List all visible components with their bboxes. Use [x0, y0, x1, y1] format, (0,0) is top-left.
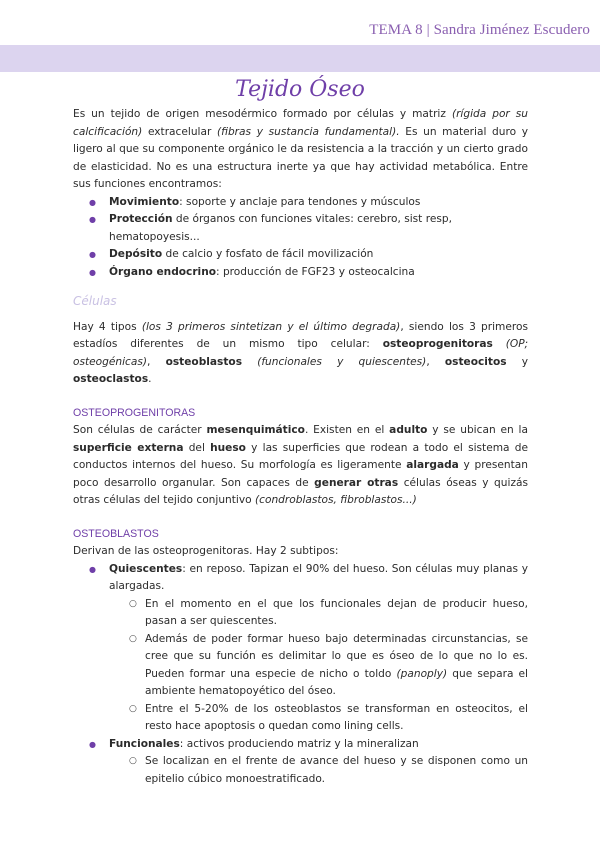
list-item: ○ Se localizan en el frente de avance del hueso y se disponen como un epitelio cúbico monoestratificado. — [73, 753, 528, 788]
header-title: TEMA 8 | Sandra Jiménez Escudero — [369, 22, 590, 38]
celulas-paragraph: Hay 4 tipos (los 3 primeros sintetizan y el último degrada), siendo los 3 primeros estadíos diferentes de un mismo tipo celular: osteoprogenitoras (OP; osteogénicas), osteoblastos (funcionales y quiescentes), osteocitos y osteoclastos. — [73, 320, 529, 385]
list-item: ● Funcionales: activos produciendo matriz y la mineralizan ○ Se localizan en el frente de avance del hueso y se disponen como un epitelio cúbico monoestratificado. — [73, 736, 528, 789]
list-item: ● Depósito de calcio y fosfato de fácil movilización — [73, 246, 528, 264]
section-heading-osteoblastos: OSTEOBLASTOS — [73, 527, 159, 540]
header-band — [0, 45, 600, 72]
list-item: ● Quiescentes: en reposo. Tapizan el 90% del hueso. Son células muy planas y alargadas. ○ En el momento en el que los funcionales dejan de producir hueso, pasan a ser quiescentes. ○ Además de poder formar hueso bajo determinadas circunstancias, se cree que su función es delimitar lo que es óseo de lo que no lo es. Pueden formar una especie de nicho o toldo (panoply) que separa el ambiente hematopoyético del óseo. ○ Entre el 5-20% de los osteoblastos se transforman en osteocitos, el resto hace apoptosis o quedan como lining cells. — [73, 561, 528, 736]
list-item: ● Órgano endocrino: producción de FGF23 y osteocalcina — [73, 264, 528, 282]
quiescentes-sublist — [109, 596, 528, 736]
document-body — [73, 106, 528, 788]
section-heading-celulas: Células — [73, 294, 117, 308]
osteoblastos-intro: Derivan de las osteoprogenitoras. Hay 2 subtipos: — [73, 545, 339, 557]
funcionales-sublist — [109, 753, 528, 788]
osteoprogenitoras-paragraph: Son células de carácter mesenquimático. Existen en el adulto y se ubican en la superficie externa del hueso y las superficies que rodean a todo el sistema de conductos internos del hueso. Su morfología es ligeramente alargada y presentan poco desarrollo organular. Son capaces de generar otras células óseas y quizás otras células del tejido conjuntivo (condroblastos, fibroblastos...) — [73, 424, 529, 506]
page-title: Tejido Óseo — [235, 77, 365, 102]
list-item: ● Movimiento: soporte y anclaje para tendones y músculos — [73, 194, 528, 212]
intro-paragraph: Es un tejido de origen mesodérmico formado por células y matriz (rígida por su calcificación) extracelular (fibras y sustancia fundamental). Es un material duro y ligero al que su componente orgánico le da resistencia a la tracción y un cierto grado de elasticidad. No es una estructura inerte ya que hay actividad metabólica. Entre sus funciones encontramos: — [73, 108, 528, 190]
functions-list — [73, 194, 528, 282]
list-item: ● Protección de órganos con funciones vitales: cerebro, sist resp, hematopoyesis... — [73, 211, 528, 246]
osteoblastos-list — [73, 561, 528, 789]
list-item: ○ Además de poder formar hueso bajo determinadas circunstancias, se cree que su función es delimitar lo que es óseo de lo que no lo es. Pueden formar una especie de nicho o toldo (panoply) que separa el ambiente hematopoyético del óseo. — [73, 631, 528, 701]
page-header — [0, 0, 600, 45]
list-item: ○ Entre el 5-20% de los osteoblastos se transforman en osteocitos, el resto hace apoptosis o quedan como lining cells. — [73, 701, 528, 736]
section-heading-osteoprogenitoras: OSTEOPROGENITORAS — [73, 406, 196, 419]
list-item: ○ En el momento en el que los funcionales dejan de producir hueso, pasan a ser quiescentes. — [73, 596, 528, 631]
